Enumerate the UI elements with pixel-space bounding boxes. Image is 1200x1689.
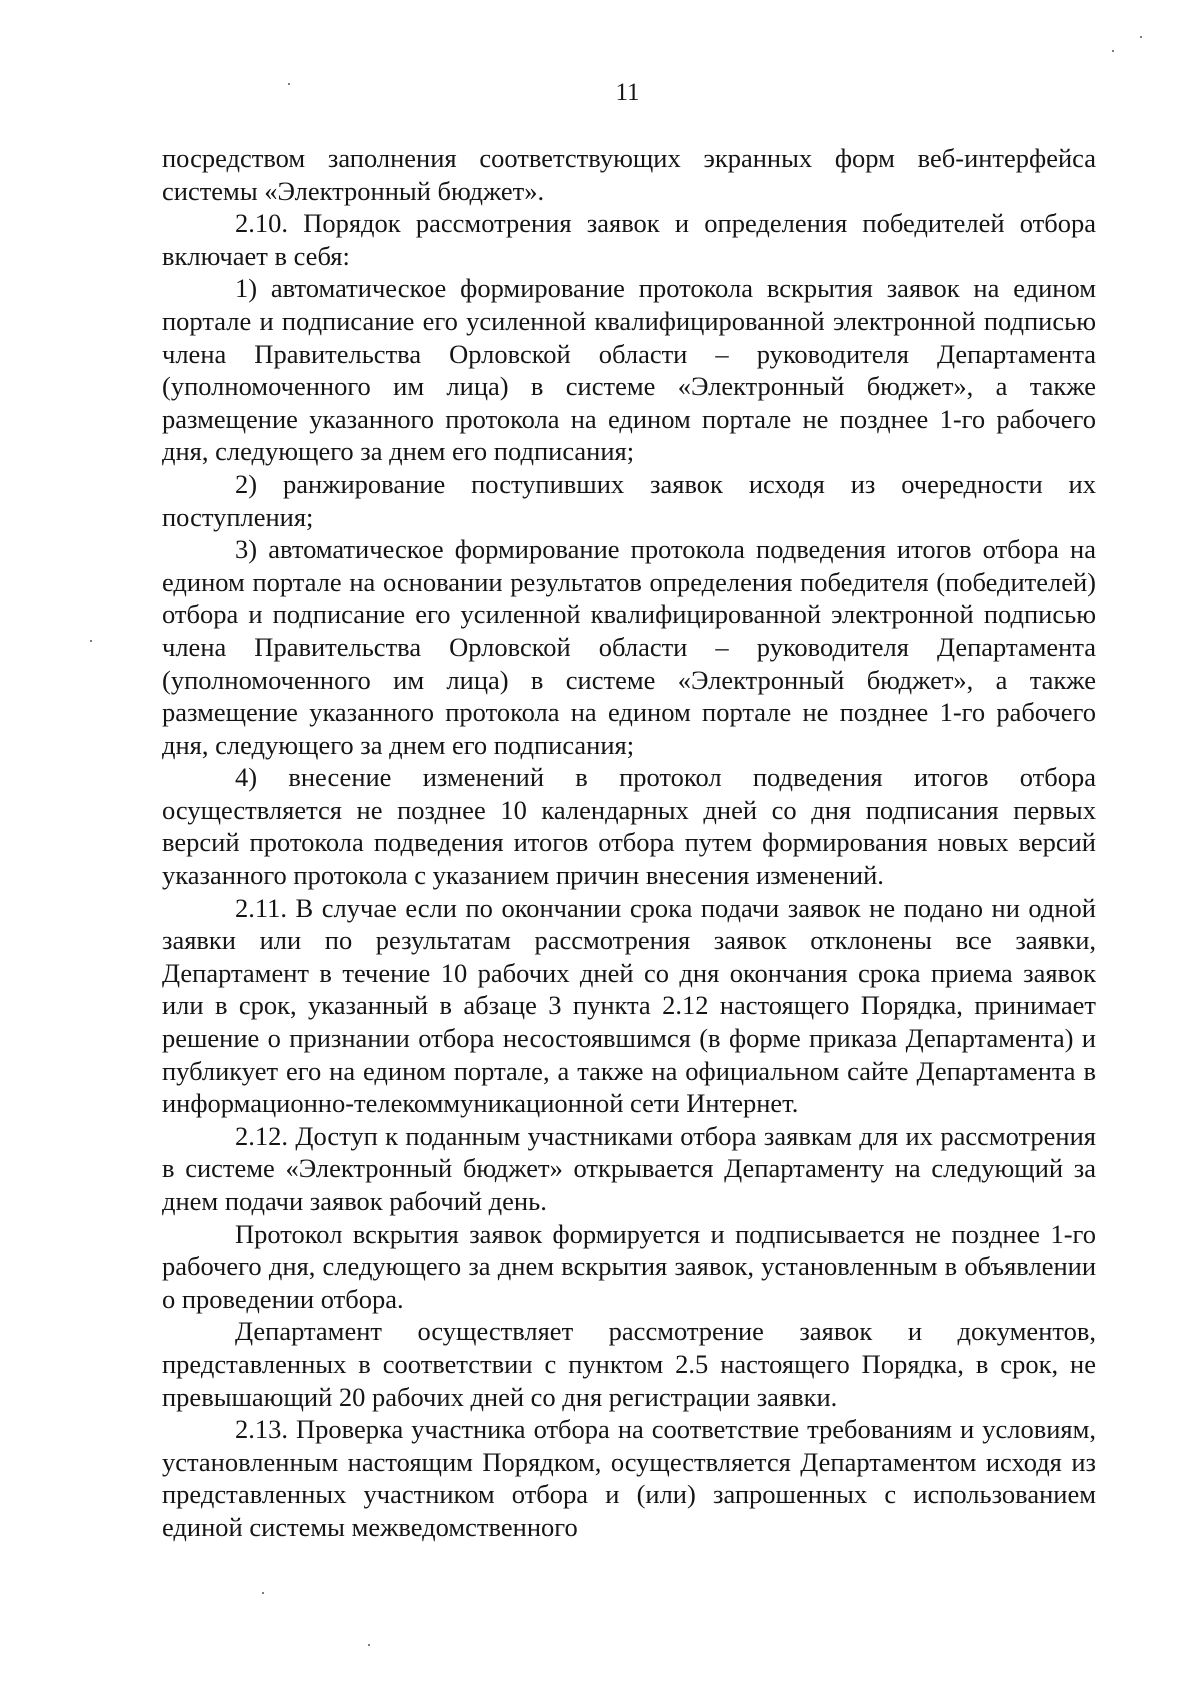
paragraph-2-12: 2.12. Доступ к поданным участниками отбора заявкам для их рассмотрения в системе «Электронный бюджет» открывается Департаменту на следующий за днем подачи заявок рабочий день.	[162, 1120, 1096, 1216]
scan-speck	[90, 640, 92, 642]
scan-speck	[1112, 50, 1114, 52]
paragraph-item-4: 4) внесение изменений в протокол подведения итогов отбора осуществляется не позднее 10 календарных дней со дня подписания первых версий протокола подведения итогов отбора путем формирования новых версий указанного протокола с указанием причин внесения изменений.	[162, 762, 1096, 891]
paragraph-protocol: Протокол вскрытия заявок формируется и подписывается не позднее 1-го рабочего дня, следующего за днем вскрытия заявок, установленным в объявлении о проведении отбора.	[162, 1218, 1096, 1314]
paragraph-item-2: 2) ранжирование поступивших заявок исходя из очередности их поступления;	[162, 468, 1096, 532]
paragraph-2-10: 2.10. Порядок рассмотрения заявок и определения победителей отбора включает в себя:	[162, 208, 1096, 271]
scan-speck	[288, 83, 290, 85]
scan-speck	[368, 1644, 370, 1646]
paragraph-continuation: посредством заполнения соответствующих экранных форм веб-интерфейса системы «Электронный бюджет».	[162, 143, 1096, 206]
paragraph-item-1: 1) автоматическое формирование протокола вскрытия заявок на едином портале и подписание его усиленной квалифицированной электронной подписью члена Правительства Орловской области – руководителя Департамента (уполномоченного им лица) в системе «Электронный бюджет», а также размещение указанного протокола на едином портале не позднее 1-го рабочего дня, следующего за днем его подписания;	[162, 273, 1096, 467]
scan-speck	[262, 1592, 264, 1594]
paragraph-2-11: 2.11. В случае если по окончании срока подачи заявок не подано ни одной заявки или по результатам рассмотрения заявок отклонены все заявки, Департамент в течение 10 рабочих дней со дня окончания срока приема заявок или в срок, указанный в абзаце 3 пункта 2.12 настоящего Порядка, принимает решение о признании отбора несостоявшимся (в форме приказа Департамента) и публикует его на едином портале, а также на официальном сайте Департамента в информационно-телекоммуникационной сети Интернет.	[162, 892, 1096, 1119]
document-body	[162, 142, 1096, 1544]
paragraph-department: Департамент осуществляет рассмотрение заявок и документов, представленных в соответствии с пунктом 2.5 настоящего Порядка, в срок, не превышающий 20 рабочих дней со дня регистрации заявки.	[162, 1316, 1096, 1412]
paragraph-2-13: 2.13. Проверка участника отбора на соответствие требованиям и условиям, установленным настоящим Порядком, осуществляется Департаментом исходя из представленных участником отбора и (или) запрошенных с использованием единой системы межведомственного	[162, 1414, 1096, 1542]
paragraph-item-3: 3) автоматическое формирование протокола подведения итогов отбора на едином портале на основании результатов определения победителя (победителей) отбора и подписание его усиленной квалифицированной электронной подписью члена Правительства Орловской области – руководителя Департамента (уполномоченного им лица) в системе «Электронный бюджет», а также размещение указанного протокола на едином портале не позднее 1-го рабочего дня, следующего за днем его подписания;	[162, 534, 1096, 760]
scan-speck	[1140, 36, 1142, 38]
page-number: 11	[615, 79, 640, 106]
